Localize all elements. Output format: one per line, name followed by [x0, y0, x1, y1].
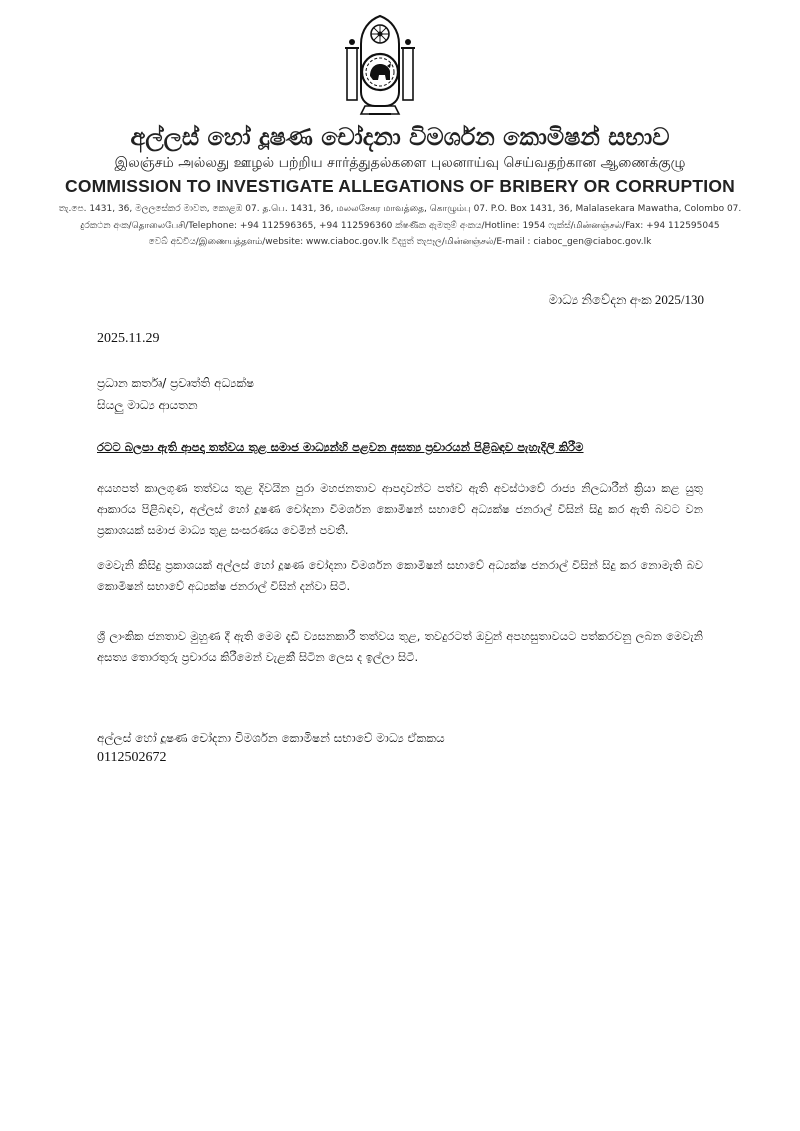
- body-paragraph-1: අයහපත් කාලගුණ තත්වය තුළ දිවයින පුරා මහජනතාව ආපදාවන්ට පත්ව ඇති අවස්ථාවේ රාජ්‍ය නිලධාරීන් ක්‍රියා කළ යුතු ආකාරය පිළිබඳව, අල්ලස් හෝ දූෂණ චෝදනා විමර්ශන කොමිෂන් සභාවේ අධ්‍යක්ෂ ජනරාල් විසින් සිදු කර ඇති බවට වන ප්‍රකාශයක් සමාජ මාධ්‍ය තුළ සංසරණය වෙමින් පවතී.: [97, 481, 703, 537]
- contact-phone: 0112502672: [97, 750, 167, 765]
- addressee-line-1: ප්‍රධාන කර්තෘ/ ප්‍රවෘත්ති අධ්‍යක්ෂ: [97, 376, 255, 390]
- subject-heading: රටට බලපා ඇති ආපදා තත්වය තුළ සමාජ මාධ්‍යන්හි පළවන අසත්‍ය ප්‍රචාරයන් පිළිබඳව පැහැදිලි කිරීම: [97, 440, 584, 454]
- sri-lanka-emblem-icon: [339, 14, 421, 119]
- web-email-line: වෙබ් අඩවිය/இணையத்தளம்/website: www.ciaboc.gov.lk විද්‍යුත් තැපෑල/மின்னஞ்சல்/E-mail : ciaboc_gen@ciaboc.gov.lk: [148, 237, 652, 247]
- phone-line: දුරකථන අංක/தொலைபேசி/Telephone: +94 112596365, +94 112596360 ක්ෂණික ඇමතුම් අංකය/Hotline: 1954 ෆැක්ස්/மின்னஞ்சல்/Fax: +94 112595045: [80, 221, 720, 231]
- commission-title-english: COMMISSION TO INVESTIGATE ALLEGATIONS OF BRIBERY OR CORRUPTION: [65, 176, 735, 196]
- body-paragraph-3: ශ්‍රී ලාංකික ජනතාව මුහුණ දී ඇති මෙම දැඩි ව්‍යසනකාරී තත්වය තුළ, තවදුරටත් ඔවුන් අපහසුතාවයට පත්කරවනු ලබන මෙවැනි අසත්‍ය තොරතුරු ප්‍රචාරය කිරීමෙන් වැළකී සිටින ලෙස ද ඉල්ලා සිටී.: [97, 629, 703, 664]
- signature-unit: අල්ලස් හෝ දූෂණ චෝදනා විමර්ශන කොමිෂන් සභාවේ මාධ්‍ය ඒකකය: [97, 731, 445, 745]
- media-release-reference: මාධ්‍ය නිවේදන අංක 2025/130: [548, 292, 704, 307]
- addressee-line-2: සියලු මාධ්‍ය ආයතන: [97, 398, 198, 412]
- commission-title-tamil: இலஞ்சம் அல்லது ஊழல் பற்றிய சார்த்துதல்களை புலனாய்வு செய்வதற்கான ஆணைக்குழு: [114, 155, 686, 171]
- address-line: තැ.පෙ. 1431, 36, මලලසේකර මාවත, කොළඹ 07. த.பெ. 1431, 36, மலலசேகர மாவத்தை, கொழும்பு 07. P.O. Box 1431, 36, Malalasekara Mawatha, Colombo 07.: [58, 204, 742, 214]
- release-date: 2025.11.29: [97, 331, 160, 346]
- commission-title-sinhala: අල්ලස් හෝ දූෂණ චෝදනා විමර්ශන කොමිෂන් සභාව: [130, 123, 670, 151]
- body-paragraph-2: මෙවැනි කිසිදු ප්‍රකාශයක් අල්ලස් හෝ දූෂණ චෝදනා විමර්ශන කොමිෂන් සභාවේ අධ්‍යක්ෂ ජනරාල් විසින් සිදු කර නොමැති බව කොමිෂන් සභාවේ අධ්‍යක්ෂ ජනරාල් විසින් දන්වා සිටී.: [97, 558, 703, 593]
